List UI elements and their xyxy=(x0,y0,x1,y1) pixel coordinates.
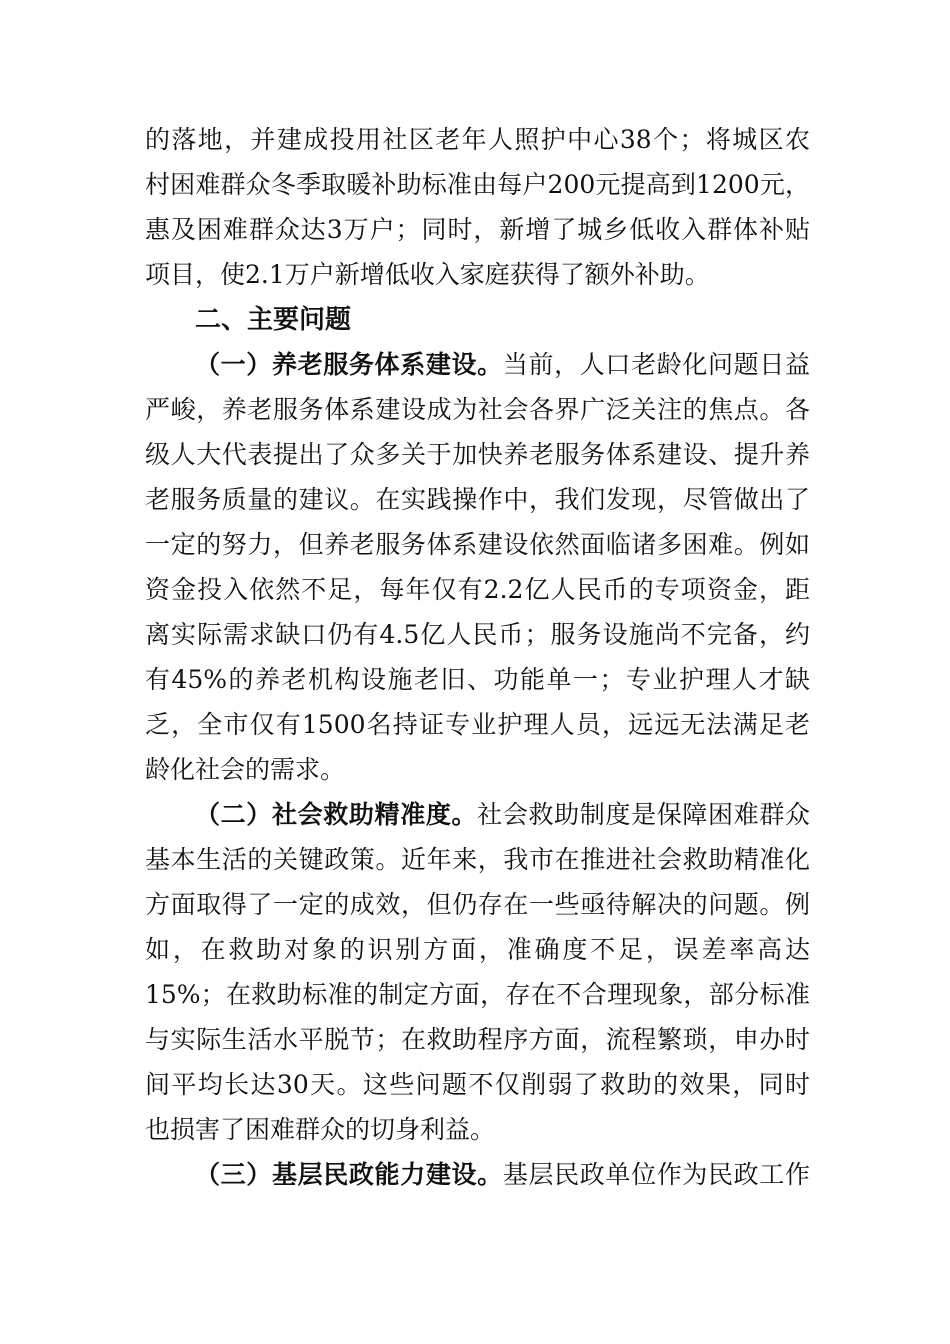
s2-line: 与实际生活水平脱节；在救助程序方面，流程繁琐，申办时 xyxy=(145,1025,810,1054)
s1-first-line xyxy=(195,343,810,387)
intro-line-1: 的落地，并建成投用社区老年人照护中心38个；将城区农 xyxy=(145,125,810,154)
s1-line: 老服务质量的建议。在实践操作中，我们发现，尽管做出了 xyxy=(145,485,810,514)
s2-line: 15%；在救助标准的制定方面，存在不合理现象，部分标准 xyxy=(145,980,810,1009)
s1-line: 有45%的养老机构设施老旧、功能单一；专业护理人才缺 xyxy=(145,665,810,694)
intro-line-2: 村困难群众冬季取暖补助标准由每户200元提高到1200元， xyxy=(145,170,810,199)
s1-line: 一定的努力，但养老服务体系建设依然面临诸多困难。例如 xyxy=(145,530,810,559)
s1-title: （一）养老服务体系建设。 xyxy=(195,350,503,379)
s3-first-line xyxy=(195,1153,810,1197)
s2-title: （二）社会救助精准度。 xyxy=(195,800,478,829)
s1-line: 龄化社会的需求。 xyxy=(145,755,346,784)
s2-first-line xyxy=(195,793,810,837)
s2-line: 基本生活的关键政策。近年来，我市在推进社会救助精准化 xyxy=(145,845,810,874)
s3-first-text: 基层民政单位作为民政工作 xyxy=(502,1160,810,1189)
s1-line: 资金投入依然不足，每年仅有2.2亿人民币的专项资金，距 xyxy=(145,575,810,604)
s1-line: 离实际需求缺口仍有4.5亿人民币；服务设施尚不完备，约 xyxy=(145,620,810,649)
s2-line: 间平均长达30天。这些问题不仅削弱了救助的效果，同时 xyxy=(145,1070,810,1099)
s2-line: 如，在救助对象的识别方面，准确度不足，误差率高达 xyxy=(145,935,810,964)
intro-line-4: 项目，使2.1万户新增低收入家庭获得了额外补助。 xyxy=(145,260,710,289)
s1-first-text: 当前，人口老龄化问题日益 xyxy=(502,350,810,379)
s2-line: 也损害了困难群众的切身利益。 xyxy=(145,1115,496,1144)
s3-title: （三）基层民政能力建设。 xyxy=(195,1160,503,1189)
s1-line: 乏，全市仅有1500名持证专业护理人员，远远无法满足老 xyxy=(145,710,810,739)
section-heading: 二、主要问题 xyxy=(195,305,352,335)
s1-line: 级人大代表提出了众多关于加快养老服务体系建设、提升养 xyxy=(145,440,810,469)
s2-line: 方面取得了一定的成效，但仍存在一些亟待解决的问题。例 xyxy=(145,890,810,919)
s1-line: 严峻，养老服务体系建设成为社会各界广泛关注的焦点。各 xyxy=(145,395,810,424)
s2-first-text: 社会救助制度是保障困难群众 xyxy=(477,800,810,829)
intro-line-3: 惠及困难群众达3万户；同时，新增了城乡低收入群体补贴 xyxy=(145,215,810,244)
